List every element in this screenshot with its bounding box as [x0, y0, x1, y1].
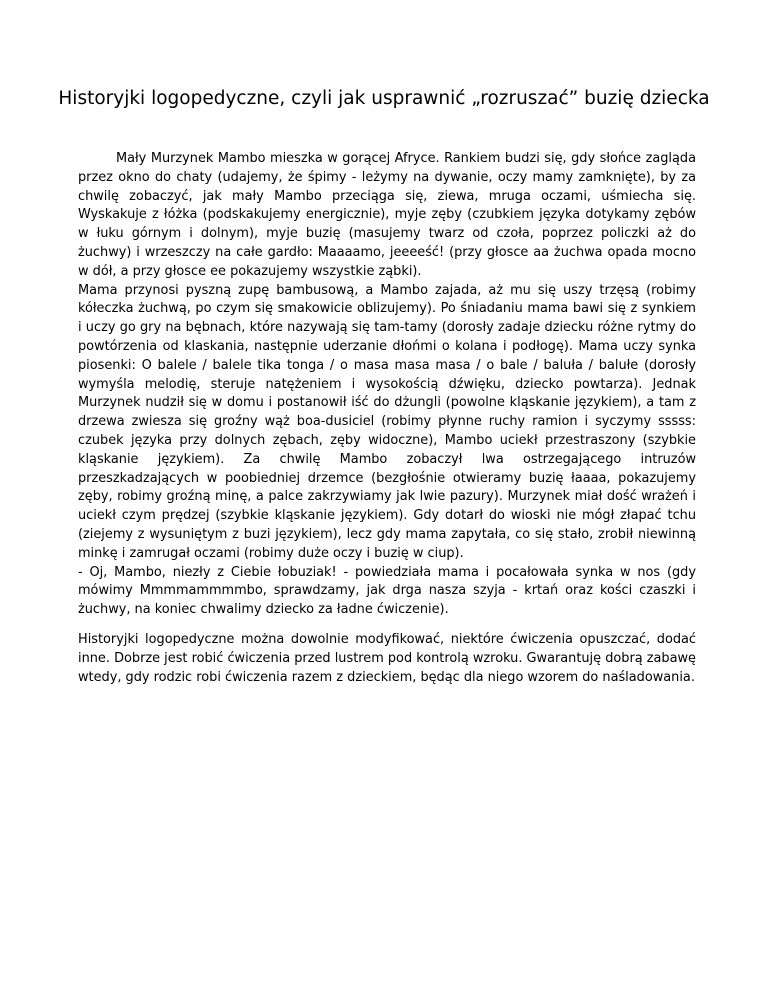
closing-paragraph: Historyjki logopedyczne można dowolnie modyfikować, niektóre ćwiczenia opuszczać, dodać inne. Dobrze jest robić ćwiczenia przed lustrem pod kontrolą wzroku. Gwarantuję dobrą zabawę wtedy, gdy rodzic robi ćwiczenia razem z dzieckiem, będąc dla niego wzorem do naśladowania.: [78, 631, 696, 685]
story-paragraph-3: - Oj, Mambo, niezły z Ciebie łobuziak! - powiedziała mama i pocałowała synka w nos (gdy mówimy Mmmmammmmbo, sprawdzamy, jak drga nasza szyja - krtań oraz kości czaszki i żuchwy, na koniec chwalimy dziecko za ładne ćwiczenie).: [78, 564, 696, 618]
page-title: Historyjki logopedyczne, czyli jak usprawnić „rozruszać” buzię dziecka: [58, 88, 710, 109]
story-paragraph-2: Mama przynosi pyszną zupę bambusową, a Mambo zajada, aż mu się uszy trzęsą (robimy kółeczka żuchwą, po czym się smakowicie oblizujemy). Po śniadaniu mama bawi się z synkiem i uczy go gry na bębnach, które nazywają się tam-tamy (dorosły zadaje dziecku różne rytmy do powtórzenia od klaskania, następnie uderzanie dłońmi o kolana i podłogę). Mama uczy synka piosenki: O balele / balele tika tonga / o masa masa masa / o bale / baluła / balułe (dorosły wymyśla melodię, steruje natężeniem i wysokością dźwięku, dziecko powtarza). Jednak Murzynek nudził się w domu i postanowił iść do dżungli (powolne kląskanie językiem), a tam z drzewa zwiesza się groźny wąż boa-dusiciel (robimy płynne ruchy ramion i syczymy sssss: czubek języka przy dolnych zębach, zęby widoczne), Mambo uciekł przestraszony (szybkie kląskanie językiem). Za chwilę Mambo zobaczył lwa ostrzegającego intruzów przeszkadzających w poobiedniej drzemce (bezgłośnie otwieramy buzię łaaaa, pokazujemy zęby, robimy groźną minę, a palce zakrzywiamy jak lwie pazury). Murzynek miał dość wrażeń i uciekł czym prędzej (szybkie kląskanie językiem). Gdy dotarł do wioski nie mógł złapać tchu (ziejemy z wysuniętym z buzi językiem), lecz gdy mama zapytała, co się stało, zrobił niewinną minkę i zamrugał oczami (robimy duże oczy i buzię w ciup).: [78, 282, 696, 561]
story-paragraph-1: Mały Murzynek Mambo mieszka w gorącej Afryce. Rankiem budzi się, gdy słońce zagląda przez okno do chaty (udajemy, że śpimy - leżymy na dywanie, oczy mamy zamknięte), by za chwilę zobaczyć, jak mały Mambo przeciąga się, ziewa, mruga oczami, uśmiecha się. Wyskakuje z łóżka (podskakujemy energicznie), myje zęby (czubkiem języka dotykamy zębów w łuku górnym i dolnym), myje buzię (masujemy twarz od czoła, poprzez policzki aż do żuchwy) i wrzeszczy na całe gardło: Maaaamo, jeeeeść! (przy głosce aa żuchwa opada mocno w dół, a przy głosce ee pokazujemy wszystkie ząbki).: [78, 151, 696, 279]
document-body: [78, 150, 696, 687]
